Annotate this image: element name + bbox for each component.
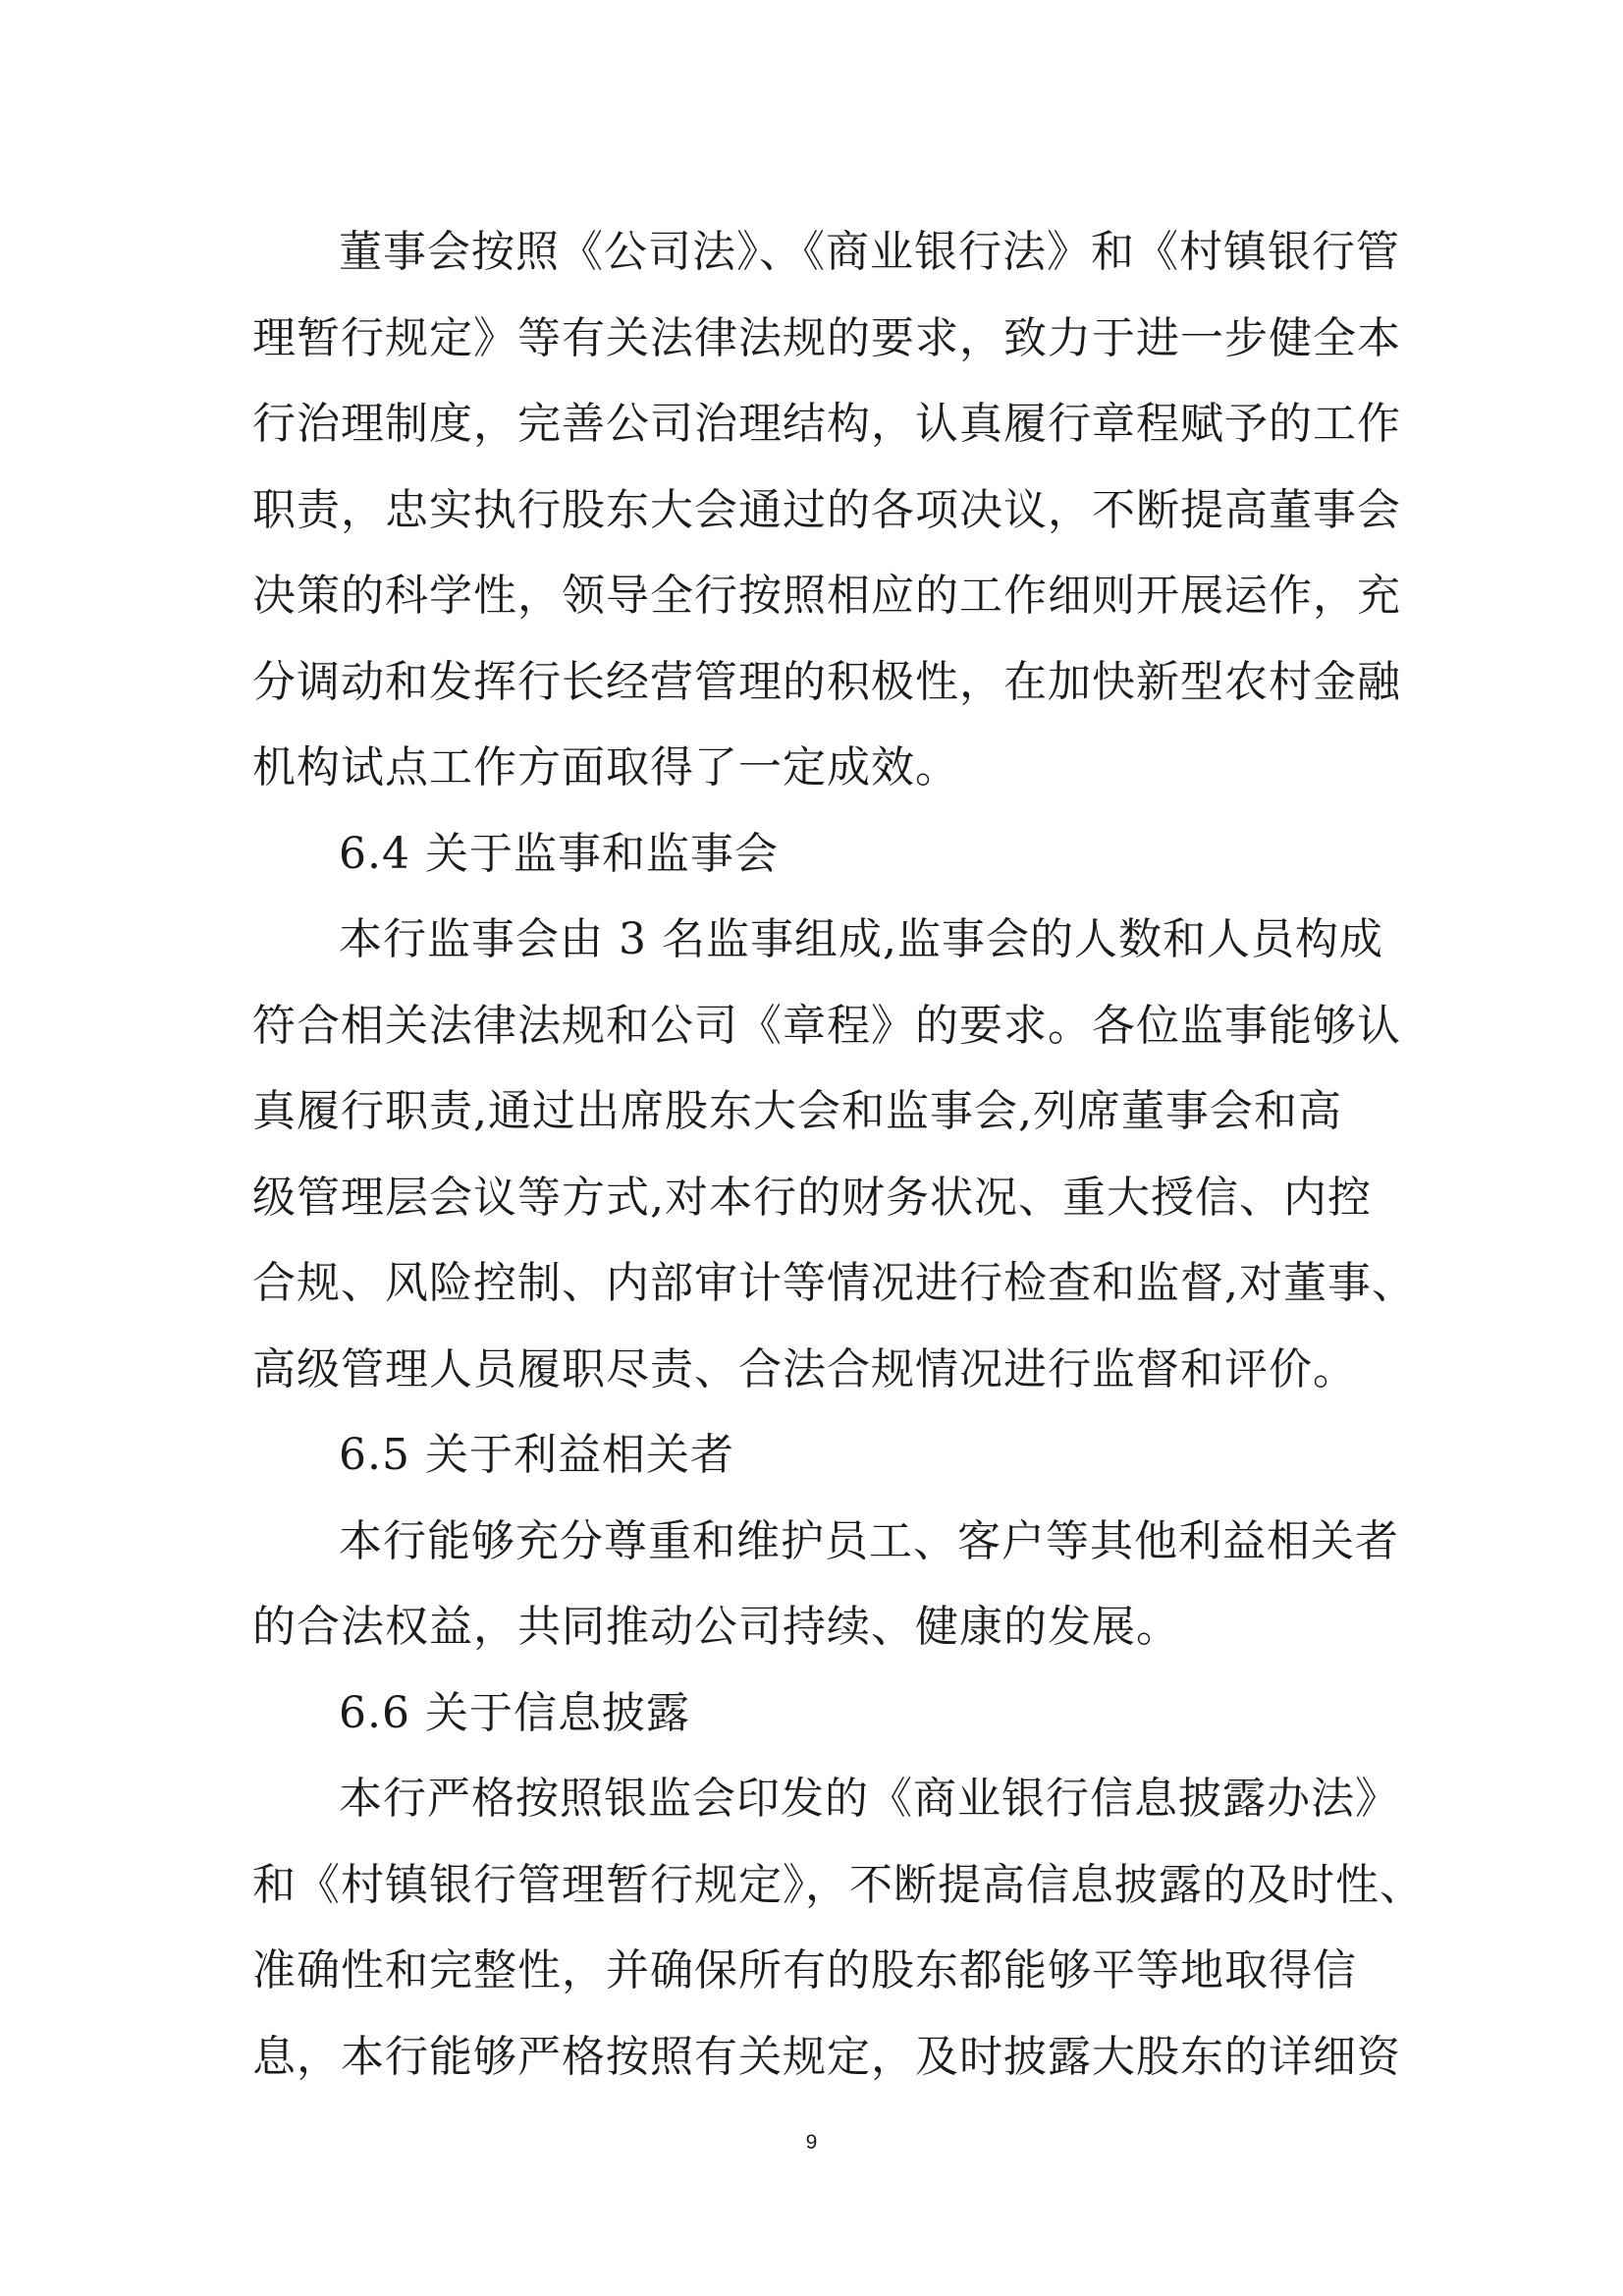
- section-heading: 6.6 关于信息披露: [339, 1687, 690, 1738]
- paragraph-line: 理暂行规定》等有关法律法规的要求，致力于进一步健全本: [252, 312, 1401, 363]
- paragraph-line: 分调动和发挥行长经营管理的积极性，在加快新型农村金融: [252, 656, 1401, 707]
- paragraph-line: 和《村镇银行管理暂行规定》，不断提高信息披露的及时性、: [252, 1859, 1424, 1910]
- paragraph-line: 的合法权益，共同推动公司持续、健康的发展。: [252, 1602, 1180, 1652]
- paragraph-line: 合规、风险控制、内部审计等情况进行检查和监督,对董事、: [252, 1258, 1416, 1308]
- paragraph-line: 本行能够充分尊重和维护员工、客户等其他利益相关者: [339, 1515, 1399, 1566]
- page-number: 9: [805, 2131, 818, 2154]
- body-text: [252, 209, 1424, 2100]
- paragraph-line: 高级管理人员履职尽责、合法合规情况进行监督和评价。: [252, 1343, 1357, 1394]
- paragraph-line: 息，本行能够严格按照有关规定，及时披露大股东的详细资: [252, 2031, 1401, 2082]
- paragraph-line: 机构试点工作方面取得了一定成效。: [252, 742, 959, 793]
- section-heading: 6.5 关于利益相关者: [339, 1430, 734, 1480]
- paragraph-line: 级管理层会议等方式,对本行的财务状况、重大授信、内控: [252, 1172, 1372, 1223]
- paragraph-line: 符合相关法律法规和公司《章程》的要求。各位监事能够认: [252, 1000, 1401, 1051]
- section-heading: 6.4 关于监事和监事会: [339, 828, 779, 879]
- paragraph-line: 行治理制度，完善公司治理结构，认真履行章程赋予的工作: [252, 399, 1401, 449]
- paragraph-line: 准确性和完整性，并确保所有的股东都能够平等地取得信: [252, 1945, 1357, 1995]
- paragraph-line: 决策的科学性，领导全行按照相应的工作细则开展运作，充: [252, 571, 1401, 621]
- paragraph-line: 本行严格按照银监会印发的《商业银行信息披露办法》: [339, 1774, 1399, 1824]
- paragraph-line: 董事会按照《公司法》、《商业银行法》和《村镇银行管: [339, 227, 1400, 277]
- paragraph-line: 职责，忠实执行股东大会通过的各项决议，不断提高董事会: [252, 484, 1401, 535]
- paragraph-line: 真履行职责,通过出席股东大会和监事会,列席董事会和高: [252, 1086, 1342, 1136]
- paragraph-line: 本行监事会由 3 名监事组成,监事会的人数和人员构成: [339, 914, 1383, 964]
